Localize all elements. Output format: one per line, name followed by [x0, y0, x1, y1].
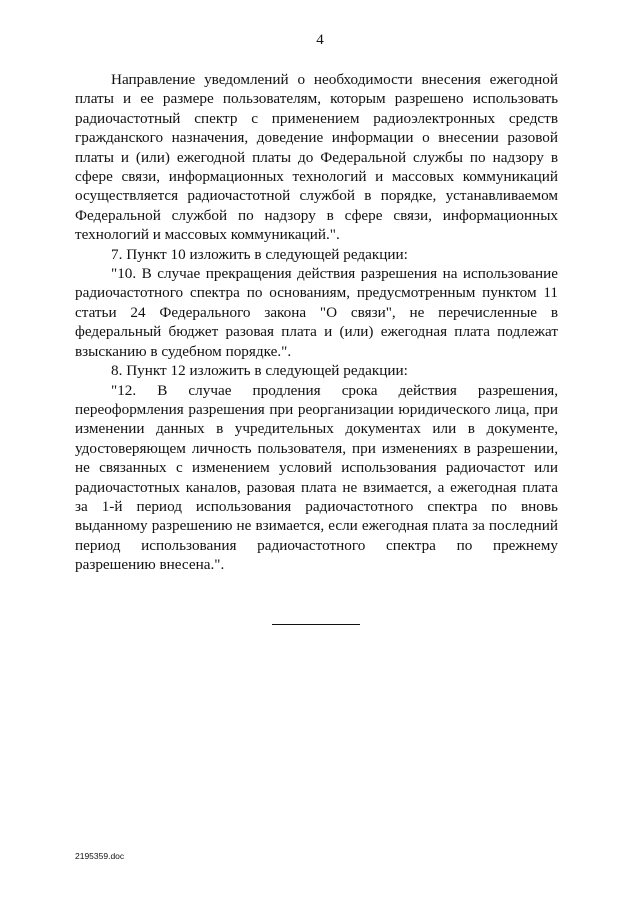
- document-file-id: 2195359.doc: [75, 851, 125, 861]
- page-number: 4: [316, 32, 324, 48]
- paragraph-item-10-text: "10. В случае прекращения действия разрешения на использование радиочастотного спектра по основаниям, предусмотренным пунктом 11 статьи 24 Федерального закона "О связи", не перечисленные в федеральный бюджет разовая плата и (или) ежегодная плата подлежат взысканию в судебном порядке.".: [75, 265, 558, 360]
- paragraph-item-12-text: "12. В случае продления срока действия разрешения, переоформления разрешения при реорганизации юридического лица, при изменении данных в учредительных документах или в документе, удостоверяющем личность пользователя, при изменениях в разрешении, не связанных с изменением условий использования радиочастот или радиочастотных каналов, разовая плата не взимается, а ежегодная плата за 1-й период использования радиочастотного спектра по вновь выданному разрешению не взимается, если ежегодная плата за последний период использования радиочастотного спектра по прежнему разрешению внесена.".: [75, 381, 558, 574]
- paragraph-notification-procedure: Направление уведомлений о необходимости внесения ежегодной платы и ее размере пользователям, которым разрешено использовать радиочастотный спектр с применением радиоэлектронных средств гражданского назначения, доведение информации о внесении разовой платы и (или) ежегодной платы до Федеральной службы по надзору в сфере связи, информационных технологий и массовых коммуникаций осуществляется радиочастотной службой в порядке, устанавливаемом Федеральной службой по надзору в сфере связи, информационных технологий и массовых коммуникаций.".: [75, 71, 558, 244]
- paragraph-item-8-heading: 8. Пункт 12 изложить в следующей редакции:: [111, 362, 408, 380]
- end-separator-line: [272, 624, 360, 625]
- paragraph-item-7-heading: 7. Пункт 10 изложить в следующей редакции:: [111, 245, 408, 263]
- document-body: [75, 70, 558, 575]
